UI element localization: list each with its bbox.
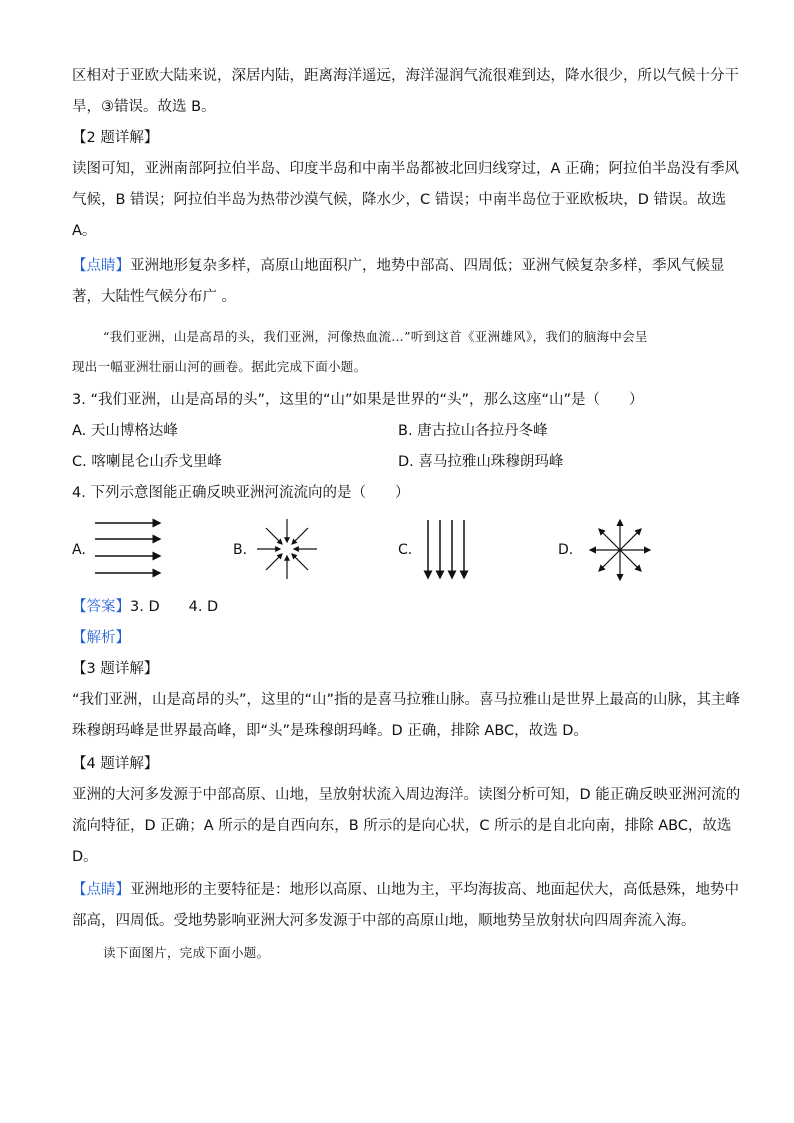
dianjing1-line-2: 著，大陆性气候分布广 。 (72, 289, 237, 305)
q3-option-c: C. 喀喇昆仑山乔戈里峰 (72, 454, 222, 470)
q2-line-3: A。 (72, 223, 97, 239)
intro-line-1: 区相对于亚欧大陆来说，深居内陆，距离海洋遥远，海洋湿润气流很难到达，降水很少，所以气候十分干 (72, 68, 739, 84)
q4-label-b: B. (233, 542, 248, 558)
closing-line: 读下面图片，完成下面小题。 (103, 945, 270, 960)
dianjing2-tag: 【点睛】 (72, 882, 130, 898)
figure-d-radial-outward-arrows (587, 517, 653, 583)
q4-detail-line-1: 亚洲的大河多发源于中部高原、山地，呈放射状流入周边海洋。读图分析可知，D 能正确反映亚洲河流的 (72, 787, 741, 803)
dianjing1-tag: 【点睛】 (72, 258, 130, 274)
q3-option-d: D. 喜马拉雅山珠穆朗玛峰 (398, 454, 564, 470)
dianjing1-line-1 (72, 256, 725, 276)
q2-line-1: 读图可知，亚洲南部阿拉伯半岛、印度半岛和中南半岛都被北回归线穿过，A 正确；阿拉伯半岛没有季风 (72, 161, 740, 177)
figure-c-parallel-southward-arrows (420, 517, 472, 583)
q3-detail-heading: 【3 题详解】 (72, 661, 159, 677)
q3-detail-line-1: “我们亚洲，山是高昂的头”，这里的“山”指的是喜马拉雅山脉。喜马拉雅山是世界上最高的山脉，其主峰 (72, 692, 741, 708)
q4-detail-heading: 【4 题详解】 (72, 756, 159, 772)
q4-label-a: A. (72, 542, 86, 558)
answer-line (72, 597, 218, 617)
dianjing2-line-2: 部高，四周低。受地势影响亚洲大河多发源于中部的高原山地，顺地势呈放射状向四周奔流入海。 (72, 913, 696, 929)
q2-line-2: 气候，B 错误；阿拉伯半岛为热带沙漠气候，降水少，C 错误；中南半岛位于亚欧板块，D 错误。故选 (72, 192, 727, 208)
q4-label-d: D. (558, 542, 574, 558)
q3-detail-line-2: 珠穆朗玛峰是世界最高峰，即“头”是珠穆朗玛峰。D 正确，排除 ABC，故选 D。 (72, 723, 588, 739)
q3-option-a: A. 天山博格达峰 (72, 423, 178, 439)
q4-stem: 4. 下列示意图能正确反映亚洲河流流向的是（ ） (72, 485, 410, 501)
answer-tag: 【答案】 (72, 599, 130, 615)
q3-stem: 3. “我们亚洲，山是高昂的头”，这里的“山”如果是世界的“头”，那么这座“山”是（ ） (72, 392, 644, 408)
intro-line-2: 旱，③错误。故选 B。 (72, 99, 216, 115)
dianjing1-text-1: 亚洲地形复杂多样，高原山地面积广，地势中部高、四周低；亚洲气候复杂多样，季风气候显 (130, 258, 725, 274)
passage-line-2: 现出一幅亚洲壮丽山河的画卷。据此完成下面小题。 (72, 359, 367, 374)
q2-heading: 【2 题详解】 (72, 130, 159, 146)
analysis-tag: 【解析】 (72, 630, 130, 646)
q4-detail-line-2: 流向特征，D 正确；A 所示的是自西向东，B 所示的是向心状，C 所示的是自北向南，排除 ABC，故选 (72, 818, 732, 834)
q4-detail-line-3: D。 (72, 849, 98, 865)
q3-option-b: B. 唐古拉山各拉丹冬峰 (398, 423, 548, 439)
dianjing2-text-1: 亚洲地形的主要特征是：地形以高原、山地为主，平均海拔高、地面起伏大，高低悬殊，地势中 (130, 882, 739, 898)
dianjing2-line-1 (72, 880, 739, 900)
q4-label-c: C. (398, 542, 413, 558)
answer-text: 3. D 4. D (130, 599, 219, 615)
figure-b-centripetal-arrows (255, 517, 319, 581)
figure-a-parallel-eastward-arrows (90, 515, 165, 581)
passage-line-1: “我们亚洲，山是高昂的头，我们亚洲，河像热血流…”听到这首《亚洲雄风》，我们的脑海中会呈 (103, 329, 648, 344)
